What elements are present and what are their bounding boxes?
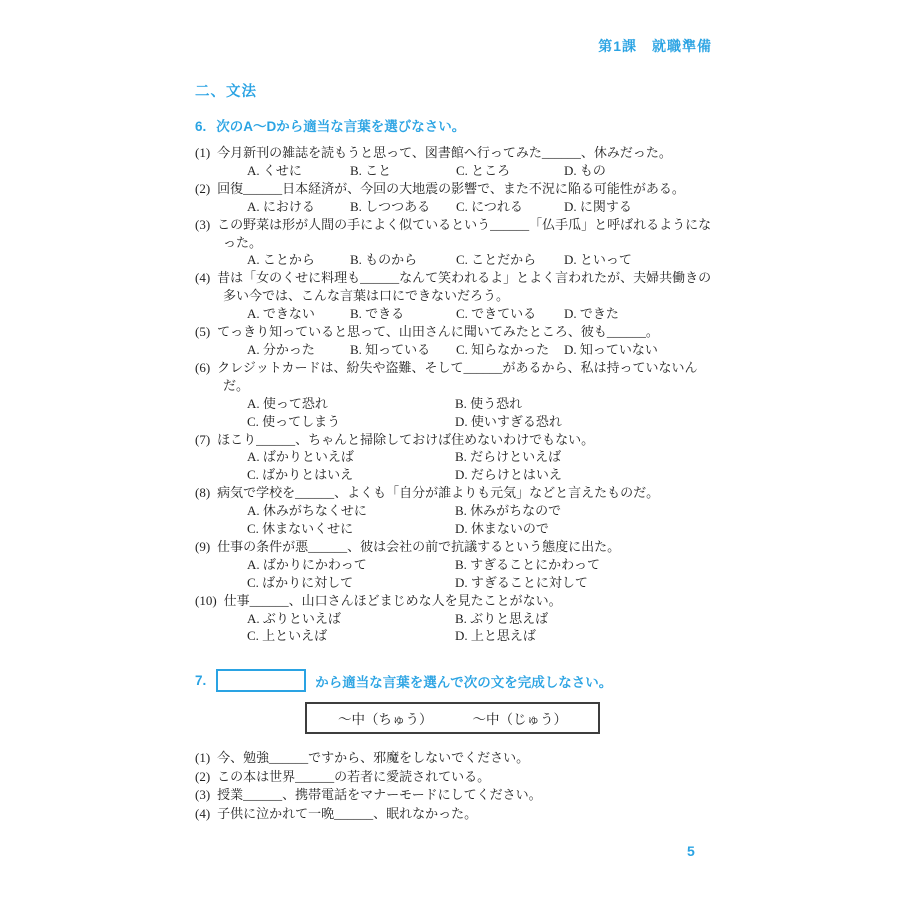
option-d: D. 使いすぎる恐れ <box>455 413 562 429</box>
question-7-heading <box>195 669 714 692</box>
page-number: 5 <box>687 843 695 859</box>
question-item <box>195 269 714 323</box>
options-row <box>247 198 714 216</box>
option-b: B. ぶりと思えば <box>455 610 549 626</box>
item-sentence: 今月新刊の雑誌を読もうと思って、図書館へ行ってみた______、休みだった。 <box>217 145 672 160</box>
option-d: D. すぎることに対して <box>455 574 588 590</box>
options-row <box>247 305 714 323</box>
option-d: D. もの <box>564 162 606 178</box>
option-a: A. における <box>247 198 315 214</box>
option-c: C. につれる <box>456 198 523 214</box>
item-sentence: この本は世界______の若者に愛読されている。 <box>217 768 491 784</box>
item-number: (1) <box>195 750 211 766</box>
item-number: (2) <box>195 768 211 784</box>
option-b: B. 知っている <box>350 341 431 357</box>
option-c: C. 使ってしまう <box>247 413 341 429</box>
question-item <box>195 538 714 592</box>
answer-word-box <box>216 669 306 692</box>
item-sentence: 子供に泣かれて一晩______、眠れなかった。 <box>217 805 478 821</box>
option-d: D. できた <box>564 306 619 322</box>
item-stem <box>195 144 714 162</box>
options-row <box>247 341 714 359</box>
word-bank-item: 〜中（じゅう） <box>472 712 567 728</box>
item-number: (6) <box>195 359 211 375</box>
item-number: (4) <box>195 805 211 821</box>
question-title: 次のA〜Dから適当な言葉を選びなさい。 <box>216 119 466 134</box>
question-item <box>195 216 714 270</box>
question-item <box>195 359 714 431</box>
option-a: A. ばかりにかわって <box>247 556 367 572</box>
option-b: B. しつつある <box>350 198 431 214</box>
item-stem <box>195 431 714 449</box>
question-item <box>195 592 714 646</box>
option-c: C. できている <box>456 306 537 322</box>
option-a: A. 使って恐れ <box>247 395 328 411</box>
option-b: B. 使う恐れ <box>455 395 523 411</box>
item-number: (8) <box>195 485 211 501</box>
options-grid <box>247 610 714 646</box>
options-row <box>247 162 714 180</box>
question-item <box>195 144 714 180</box>
item-sentence: 病気で学校を______、よくも「自分が誰よりも元気」などと言えたものだ。 <box>217 485 660 501</box>
option-d: D. といって <box>564 252 632 268</box>
option-a: A. 休みがちなくせに <box>247 503 367 519</box>
item-stem <box>195 216 714 252</box>
option-a: A. ことから <box>247 252 315 268</box>
item-sentence: 昔は「女のくせに料理も______なんて笑われるよ」とよく言われたが、夫婦共働きの多い今では、こんな言葉は口にできないだろう。 <box>217 270 712 304</box>
question-7 <box>195 669 714 823</box>
option-c: C. 知らなかった <box>456 341 550 357</box>
option-b: B. 休みがちなので <box>455 503 562 519</box>
option-c: C. 休まないくせに <box>247 521 354 537</box>
word-bank-box <box>305 702 600 734</box>
option-a: A. くせに <box>247 162 302 178</box>
question-item <box>195 323 714 359</box>
item-sentence: 仕事______、山口さんほどまじめな人を見たことがない。 <box>223 592 562 608</box>
option-a: A. ばかりといえば <box>247 449 354 465</box>
question-title: から適当な言葉を選んで次の文を完成しなさい。 <box>315 674 613 690</box>
item-stem <box>195 768 714 786</box>
question-item <box>195 484 714 538</box>
options-row <box>247 251 714 269</box>
item-stem <box>195 805 714 823</box>
item-number: (5) <box>195 324 211 340</box>
question-number: 7. <box>195 673 207 689</box>
question-6-items <box>195 144 714 645</box>
option-b: B. できる <box>350 306 405 322</box>
item-number: (2) <box>195 180 211 196</box>
chapter-header: 第1課 就職準備 <box>598 38 712 54</box>
item-number: (3) <box>195 216 211 232</box>
item-stem <box>195 269 714 305</box>
option-d: D. 知っていない <box>564 341 658 357</box>
item-sentence: 授業______、携帯電話をマナーモードにしてください。 <box>217 787 542 803</box>
options-grid <box>247 556 714 592</box>
option-d: D. 上と思えば <box>455 628 536 644</box>
item-sentence: 仕事の条件が悪______、彼は会社の前で抗議するという態度に出た。 <box>217 538 621 554</box>
item-stem <box>195 180 714 198</box>
item-sentence: 今、勉強______ですから、邪魔をしないでください。 <box>217 750 530 766</box>
option-d: D. 休まないので <box>455 521 549 537</box>
option-b: B. だらけといえば <box>455 449 562 465</box>
item-sentence: この野菜は形が人間の手によく似ているという______「仏手瓜」と呼ばれるようになった。 <box>217 216 712 250</box>
item-stem <box>195 592 714 610</box>
question-7-items <box>195 749 714 823</box>
item-sentence: てっきり知っていると思って、山田さんに聞いてみたところ、彼も______。 <box>217 324 659 340</box>
option-a: A. 分かった <box>247 341 315 357</box>
item-sentence: 回復______日本経済が、今回の大地震の影響で、また不況に陥る可能性がある。 <box>217 180 685 196</box>
option-a: A. ぶりといえば <box>247 610 341 626</box>
item-stem <box>195 484 714 502</box>
option-c: C. 上といえば <box>247 628 328 644</box>
option-a: A. できない <box>247 306 315 322</box>
options-grid <box>247 448 714 484</box>
option-c: C. ばかりとはいえ <box>247 467 354 483</box>
option-c: C. ばかりに対して <box>247 574 354 590</box>
word-bank-item: 〜中（ちゅう） <box>338 712 433 728</box>
question-item <box>195 180 714 216</box>
item-stem <box>195 786 714 804</box>
question-number: 6. <box>195 119 207 134</box>
item-stem <box>195 323 714 341</box>
option-b: B. すぎることにかわって <box>455 556 601 572</box>
item-stem <box>195 538 714 556</box>
item-number: (7) <box>195 431 211 447</box>
item-sentence: クレジットカードは、紛失や盗難、そして______があるから、私は持っていないんだ。 <box>217 359 698 393</box>
options-grid <box>247 502 714 538</box>
item-number: (1) <box>195 145 211 160</box>
item-number: (10) <box>195 592 217 608</box>
question-6-heading <box>195 115 714 135</box>
item-number: (3) <box>195 787 211 803</box>
option-c: C. ところ <box>456 162 511 178</box>
question-item <box>195 431 714 485</box>
options-grid <box>247 395 714 431</box>
option-d: D. に関する <box>564 198 632 214</box>
option-b: B. ものから <box>350 252 418 268</box>
option-c: C. ことだから <box>456 252 537 268</box>
item-stem <box>195 749 714 767</box>
item-sentence: ほこり______、ちゃんと掃除しておけば住めないわけでもない。 <box>217 431 595 447</box>
item-stem <box>195 359 714 395</box>
section-title: 二、文法 <box>195 84 257 100</box>
option-b: B. こと <box>350 162 392 178</box>
option-d: D. だらけとはいえ <box>455 467 562 483</box>
item-number: (9) <box>195 538 211 554</box>
item-number: (4) <box>195 270 211 286</box>
